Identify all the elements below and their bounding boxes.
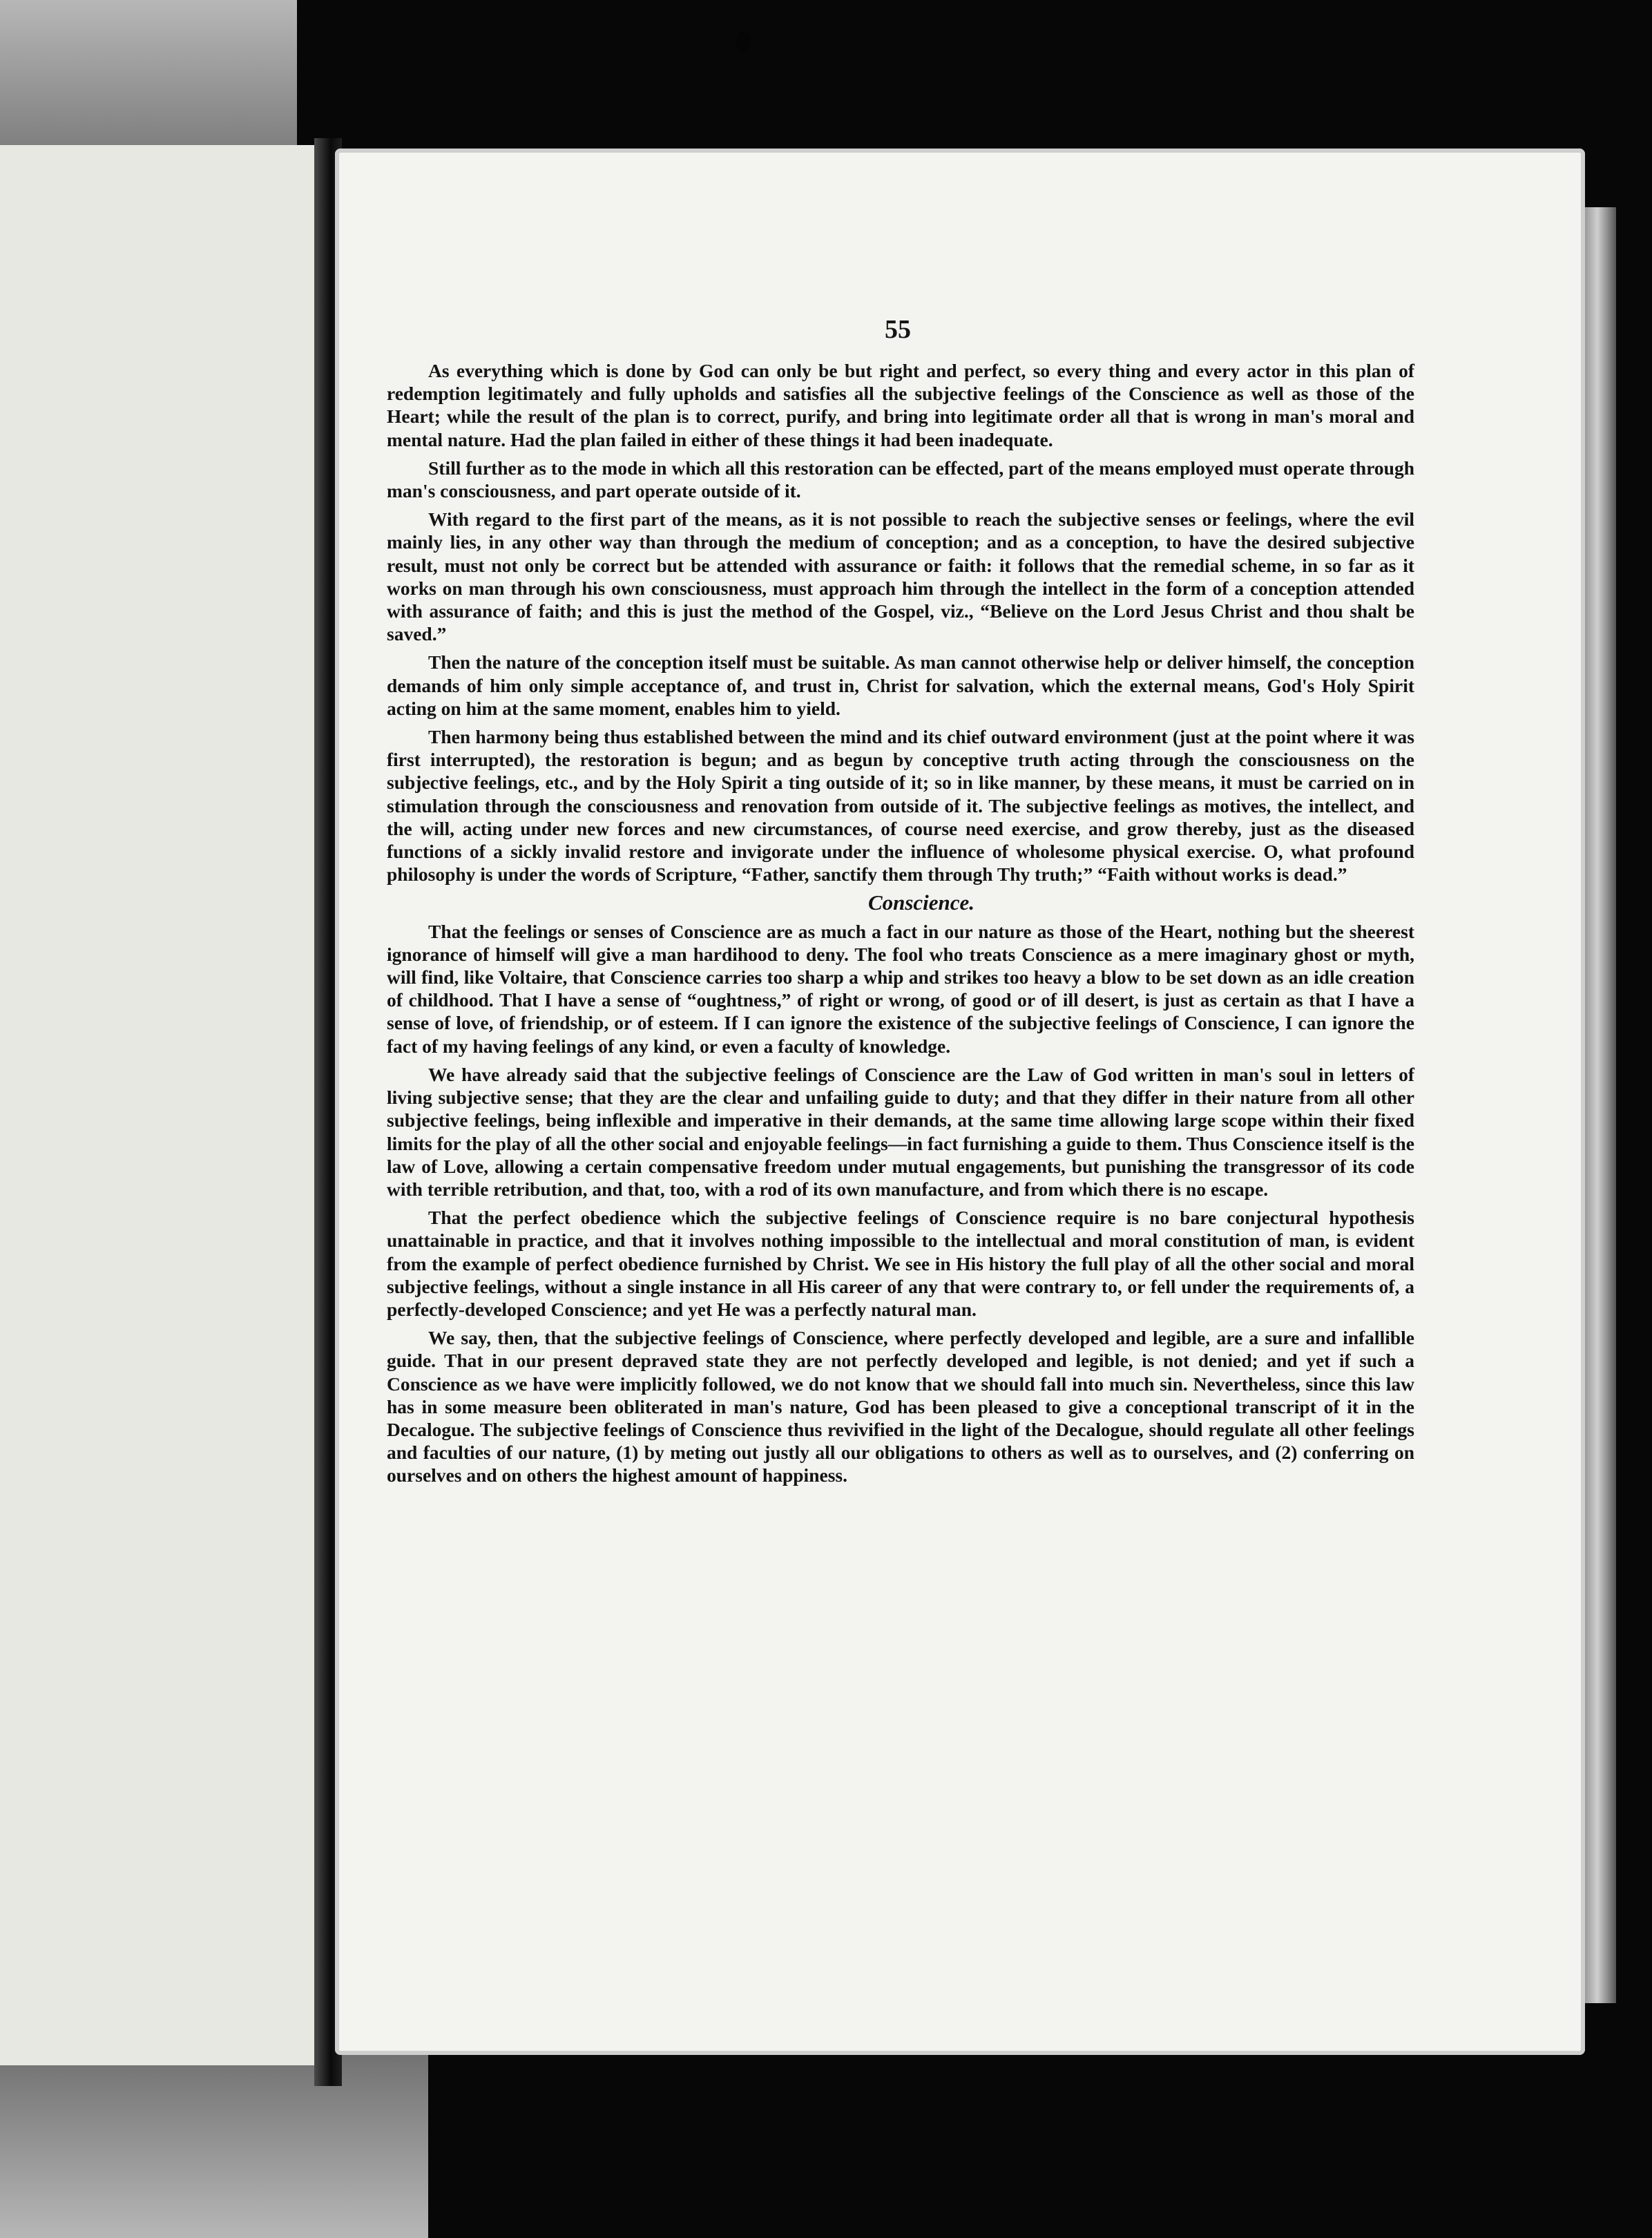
paragraph: Still further as to the mode in which all this restoration can be effected, part of the means employed must operate through man's consciousness, and part operate outside of it.: [387, 457, 1414, 502]
paragraph: With regard to the first part of the means, as it is not possible to reach the subjective senses or feelings, where the evil mainly lies, in any other way than through the medium of conception; and as a conception, to have the desired subjective result, must not only be correct but be attended with assurance or faith: it follows that the remedial scheme, in so far as it works on man through his own consciousness, must approach him through the intellect in the form of a conception attended with assurance of faith; and this is just the method of the Gospel, viz., “Believe on the Lord Jesus Christ and thou shalt be saved.”: [387, 508, 1414, 645]
paragraph: Then the nature of the conception itself must be suitable. As man cannot otherwise help or deliver himself, the conception demands of him only simple acceptance of, and trust in, Christ for salvation, which the external means, God's Holy Spirit acting on him at the same moment, enables him to yield.: [387, 651, 1414, 719]
paragraphs-after-heading: [387, 920, 1414, 1487]
previous-page-fragment: [0, 145, 314, 2065]
paragraph: Then harmony being thus established between the mind and its chief outward environment (just at the point where it was first interrupted), the restoration is begun; and as begun by conceptive truth acting through the consciousness on the subjective feelings, etc., and by the Holy Spirit a ting outside of it; so in like manner, by these means, it must be carried on in stimulation through the consciousness and renovation from outside of it. The subjective feelings as motives, the intellect, and the will, acting under new forces and new circumstances, of course need exercise, and grow thereby, just as the diseased functions of a sickly invalid restore and invigorate under the influence of wholesome physical exercise. O, what profound philosophy is under the words of Scripture, “Father, sanctify them through Thy truth;” “Faith without works is dead.”: [387, 726, 1414, 886]
paragraph: We say, then, that the subjective feelings of Conscience, where perfectly developed and legible, are a sure and infallible guide. That in our present depraved state they are not perfectly developed and legible, is not denied; and yet if such a Conscience as we have were implicitly followed, we do not know that we should fall into much sin. Nevertheless, since this law has in some measure been obliterated in man's nature, God has been pleased to give a conceptional transcript of it in the Decalogue. The subjective feelings of Conscience thus revivified in the light of the Decalogue, should regulate all other feelings and faculties of our nature, (1) by meting out justly all our obligations to others as well as to ourselves, and (2) conferring on ourselves and on others the highest amount of happiness.: [387, 1327, 1414, 1486]
paragraph: That the perfect obedience which the subjective feelings of Conscience require is no bare conjectural hypothesis unattainable in practice, and that it involves nothing impossible to the intellectual and moral constitution of man, is evident from the example of perfect obedience furnished by Christ. We see in His history the full play of all the other social and moral subjective feelings, without a single instance in all His career of any that were contrary to, or fell under the requirements of, a perfectly-developed Conscience; and yet He was a perfectly natural man.: [387, 1207, 1414, 1320]
paragraph: We have already said that the subjective feelings of Conscience are the Law of God written in man's soul in letters of living subjective sense; that they are the clear and unfailing guide to duty; and that they differ in their nature from all other subjective feelings, being inflexible and imperative in their demands, at the same time allowing large scope within their fixed limits for the play of all the other social and enjoyable feelings—in fact furnishing a guide to them. Thus Conscience itself is the law of Love, allowing a certain compensative freedom under mutual engagements, but punishing the transgressor of its code with terrible retribution, and that, too, with a rod of its own manufacture, and from which there is no escape.: [387, 1063, 1414, 1200]
page-body: [387, 359, 1414, 1493]
section-heading: Conscience.: [867, 890, 975, 915]
paragraph: As everything which is done by God can only be but right and perfect, so every thing and every actor in this plan of redemption legitimately and fully upholds and satisfies all the subjective feelings of the Conscience as well as those of the Heart; while the result of the plan is to correct, purify, and bring into legitimate order all that is wrong in man's moral and mental nature. Had the plan failed in either of these things it had been inadequate.: [387, 360, 1414, 450]
paragraphs-before-heading: [387, 359, 1414, 886]
page-edge: [1585, 207, 1616, 2003]
dust-speck: [736, 31, 751, 52]
page-number: 55: [885, 315, 911, 344]
film-tab-top: [0, 0, 297, 166]
paragraph: That the feelings or senses of Conscience are as much a fact in our nature as those of the Heart, nothing but the sheerest ignorance of himself will give a man hardihood to deny. The fool who treats Conscience as a mere imaginary ghost or myth, will find, like Voltaire, that Conscience carries too sharp a whip and strikes too heavy a blow to be set down as an idle creation of childhood. That I have a sense of “oughtness,” of right or wrong, of good or of ill desert, is just as certain as that I have a sense of love, of friendship, or of esteem. If I can ignore the existence of the subjective feelings of Conscience, I can ignore the fact of my having feelings of any kind, or even a faculty of knowledge.: [387, 920, 1414, 1057]
